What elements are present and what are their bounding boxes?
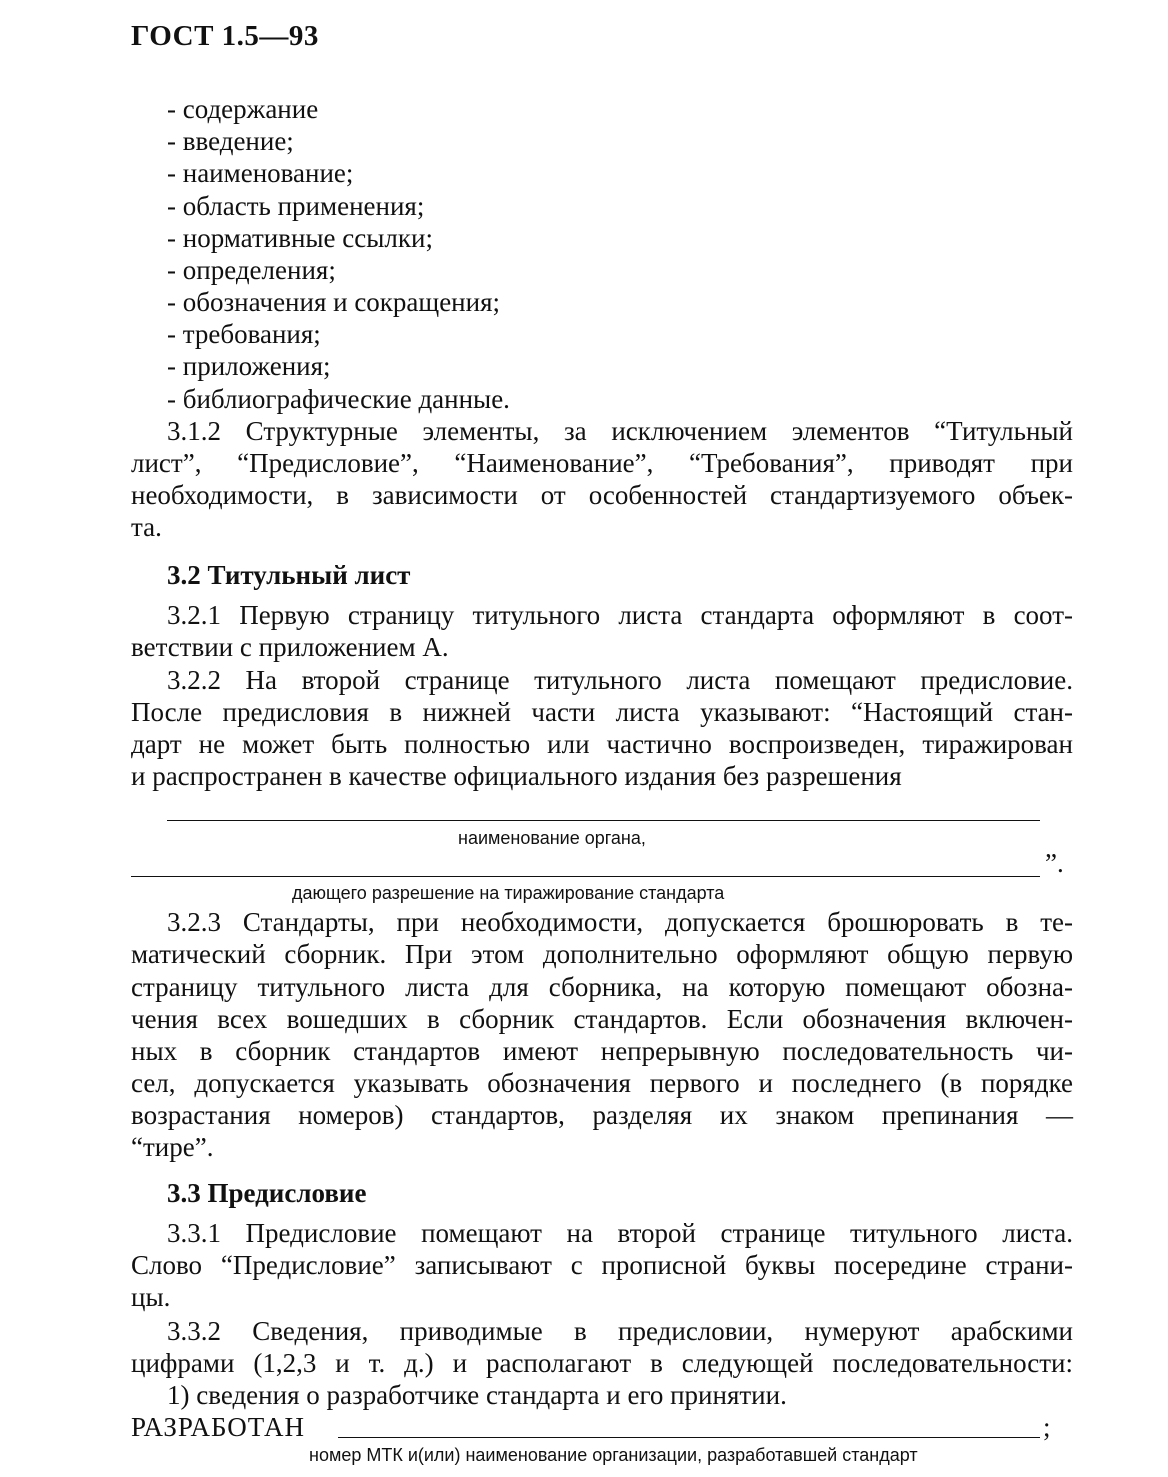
paragraph-3-2-1-line: ветствии с приложением А.	[131, 632, 449, 662]
list-item: - область применения;	[167, 191, 425, 221]
paragraph-3-3-1-line: 3.3.1 Предисловие помещают на второй странице титульного листа.	[167, 1218, 1073, 1248]
list-item: - содержание	[167, 94, 319, 124]
developed-label: РАЗРАБОТАН	[131, 1412, 305, 1442]
paragraph-3-2-1-line: 3.2.1 Первую страницу титульного листа стандарта оформляют в соот-	[167, 600, 1073, 630]
fill-in-caption: дающего разрешение на тиражирование стандарта	[292, 883, 725, 903]
section-heading-3-2: 3.2 Титульный лист	[167, 560, 411, 590]
paragraph-3-2-2-line: и распространен в качестве официального издания без разрешения	[131, 761, 902, 791]
paragraph-3-2-2-line: 3.2.2 На второй странице титульного листа помещают предисловие.	[167, 665, 1073, 695]
paragraph-3-3-1-line: цы.	[131, 1282, 171, 1312]
paragraph-3-3-1-line: Слово “Предисловие” записывают с прописной буквы посередине страни-	[131, 1250, 1073, 1280]
paragraph-3-3-2-line: 1) сведения о разработчике стандарта и его принятии.	[167, 1380, 787, 1410]
list-item: - обозначения и сокращения;	[167, 287, 501, 317]
paragraph-3-2-2-line: дарт не может быть полностью или частично воспроизведен, тиражирован	[131, 729, 1073, 759]
paragraph-3-1-2-line: необходимости, в зависимости от особенностей стандартизуемого объек-	[131, 480, 1073, 510]
fill-in-caption: наименование органа,	[458, 828, 646, 848]
paragraph-3-2-3-line: чения всех вошедших в сборник стандартов. Если обозначения включен-	[131, 1004, 1073, 1034]
fill-in-line	[338, 1437, 1040, 1438]
list-item: - приложения;	[167, 351, 331, 381]
paragraph-3-2-2-line: После предисловия в нижней части листа указывают: “Настоящий стан-	[131, 697, 1073, 727]
list-item: - требования;	[167, 319, 321, 349]
fill-in-line	[167, 820, 1040, 821]
paragraph-3-2-3-line: сел, допускается указывать обозначения первого и последнего (в порядке	[131, 1068, 1073, 1098]
list-item: - введение;	[167, 126, 294, 156]
paragraph-3-1-2-line: лист”, “Предисловие”, “Наименование”, “Требования”, приводят при	[131, 448, 1073, 478]
closing-quote: ”.	[1045, 848, 1064, 878]
standard-designation: ГОСТ 1.5—93	[131, 20, 319, 52]
fill-in-line	[131, 876, 1040, 877]
paragraph-3-2-3-line: возрастания номеров) стандартов, разделяя их знаком препинания —	[131, 1100, 1073, 1130]
fill-in-caption: номер МТК и(или) наименование организации, разработавшей стандарт	[309, 1445, 918, 1465]
paragraph-3-2-3-line: ных в сборник стандартов имеют непрерывную последовательность чи-	[131, 1036, 1073, 1066]
paragraph-3-1-2-line: та.	[131, 512, 162, 542]
paragraph-3-3-2-line: цифрами (1,2,3 и т. д.) и располагают в следующей последовательности:	[131, 1348, 1073, 1378]
paragraph-3-1-2-line: 3.1.2 Структурные элементы, за исключением элементов “Титульный	[167, 416, 1073, 446]
list-item: - определения;	[167, 255, 336, 285]
developed-end: ;	[1043, 1412, 1051, 1442]
list-item: - наименование;	[167, 158, 354, 188]
paragraph-3-2-3-line: матический сборник. При этом дополнительно оформляют общую первую	[131, 939, 1073, 969]
list-item: - библиографические данные.	[167, 384, 510, 414]
section-heading-3-3: 3.3 Предисловие	[167, 1178, 367, 1208]
paragraph-3-3-2-line: 3.3.2 Сведения, приводимые в предисловии, нумеруют арабскими	[167, 1316, 1073, 1346]
paragraph-3-2-3-line: “тире”.	[131, 1132, 214, 1162]
paragraph-3-2-3-line: страницу титульного листа для сборника, на которую помещают обозна-	[131, 972, 1073, 1002]
paragraph-3-2-3-line: 3.2.3 Стандарты, при необходимости, допускается брошюровать в те-	[167, 907, 1073, 937]
list-item: - нормативные ссылки;	[167, 223, 433, 253]
